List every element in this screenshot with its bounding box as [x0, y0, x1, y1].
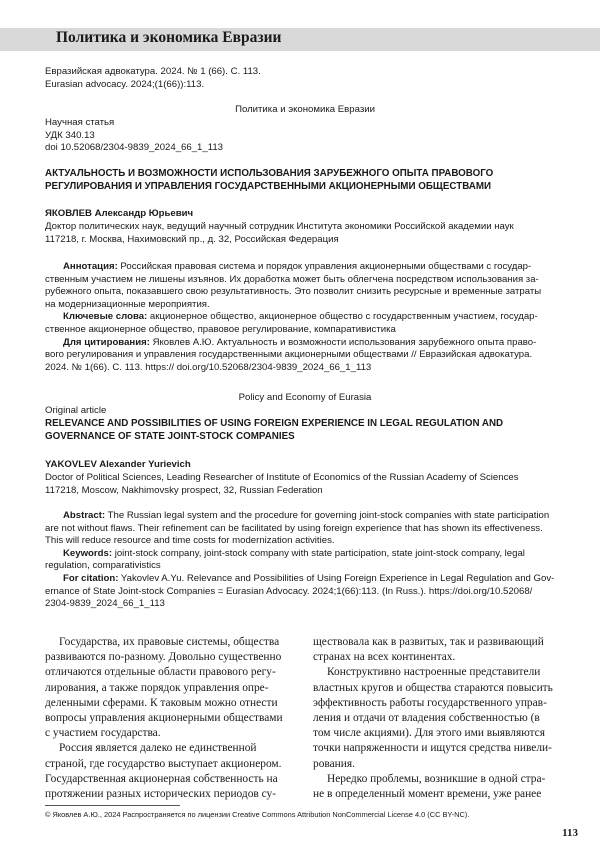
top-citation — [45, 66, 565, 91]
ru-affiliation — [45, 221, 565, 246]
ru-abstract — [45, 261, 565, 374]
body-line: развиваются по-разному. Довольно существенно — [45, 651, 282, 664]
en-keywords-line: regulation, comparativistics — [45, 560, 161, 572]
en-cite-line: ernance of State Joint-stock Companies = Eurasian Advocacy. 2024;1(66):113. (In Russ.). https://doi.org/10.52068/ — [45, 585, 533, 597]
ru-title-line: РЕГУЛИРОВАНИЯ И УПРАВЛЕНИЯ ГОСУДАРСТВЕННЫМИ АКЦИОНЕРНЫМИ ОБЩЕСТВАМИ — [45, 180, 492, 192]
body-line: Государства, их правовые системы, общества — [59, 636, 280, 648]
body-line: Конструктивно настроенные представители — [327, 666, 541, 679]
body-column-left — [45, 635, 285, 802]
body-line: Государственная акционерная собственность на — [45, 772, 278, 785]
doi: doi 10.52068/2304-9839_2024_66_1_113 — [45, 142, 224, 154]
body-line: отличаются отдельные области правового регу- — [45, 666, 276, 679]
body-line: вопросы управления акционерными обществами — [45, 712, 283, 725]
body-line: ществовала как в развитых, так и развивающий — [313, 636, 544, 648]
article-meta — [45, 117, 565, 155]
en-abstract-line: are not without flaws. Their refinement can be facilitated by using foreign experience that has shown its effectiveness. — [45, 522, 543, 534]
ru-cite-line: 2024. № 1(66). С. 113. https:// doi.org/10.52068/2304-9839_2024_66_1_113 — [45, 361, 372, 373]
citation-en: Eurasian advocacy. 2024;(1(66)):113. — [45, 78, 205, 90]
en-title-line: GOVERNANCE OF STATE JOINT-STOCK COMPANIES — [45, 430, 295, 442]
body-line: точки напряженности и ищутся средства нивели- — [313, 742, 552, 755]
license-footnote: © Яковлев А.Ю., 2024 Распространяется по лицензии Creative Commons Attribution NonCommercial License 4.0 (CC BY-NC). — [45, 810, 470, 819]
ru-keywords-line: акционерное общество, акционерное общество с государственным участием, государ- — [147, 311, 538, 323]
page-number: 113 — [562, 827, 578, 839]
journal-title: Политика и экономика Евразии — [56, 29, 282, 46]
body-line: протяжении разных исторических периодов су- — [45, 788, 277, 801]
citation-ru: Евразийская адвокатура. 2024. № 1 (66). С. 113. — [45, 66, 261, 77]
en-author: YAKOVLEV Alexander Yurievich — [45, 459, 191, 470]
body-line: не в определенный момент времени, уже ранее — [313, 788, 542, 801]
body-column-right — [313, 635, 553, 802]
ru-cite-line: Яковлев А.Ю. Актуальность и возможности использования зарубежного опыта право- — [149, 336, 537, 348]
ru-abstract-line: ственным участием не лишены изъянов. Их доработка может быть облегчена посредством использования за- — [45, 273, 539, 285]
en-cite-line: 2304-9839_2024_66_1_113 — [45, 598, 165, 610]
body-line: эффективность работы государственного управ- — [313, 696, 547, 709]
ru-abstract-line: на модернизационные мероприятия. — [45, 298, 210, 310]
udc-code: УДК 340.13 — [45, 129, 95, 141]
en-affiliation — [45, 472, 565, 497]
ru-keywords-line: ственное акционерное общество, правовое регулирование, компаративистика — [45, 323, 396, 335]
en-article-type: Original article — [45, 405, 107, 416]
body-line: страной, где государство выступает акционером. — [45, 757, 282, 770]
body-line: Нередко проблемы, возникшие в одной стра- — [327, 772, 546, 785]
en-abstract-label: Abstract: — [63, 510, 106, 521]
body-line: лирования, а также порядок управления опре- — [45, 681, 269, 694]
ru-title-line: АКТУАЛЬНОСТЬ И ВОЗМОЖНОСТИ ИСПОЛЬЗОВАНИЯ ЗАРУБЕЖНОГО ОПЫТА ПРАВОВОГО — [45, 168, 494, 179]
en-affiliation-line: 117218, Moscow, Nakhimovsky prospect, 32, Russian Federation — [45, 484, 323, 496]
ru-author: ЯКОВЛЕВ Александр Юрьевич — [45, 208, 194, 219]
section-ru: Политика и экономика Евразии — [235, 104, 375, 115]
body-line: рования. — [313, 757, 355, 770]
body-line: ления и отдачи от владения собственностью (в — [313, 712, 540, 725]
en-keywords-label: Keywords: — [63, 547, 113, 559]
ru-keywords-label: Ключевые слова: — [63, 311, 148, 323]
footnote-rule — [45, 805, 180, 806]
en-affiliation-line: Doctor of Political Sciences, Leading Researcher of Institute of Economics of the Russian Academy of Sciences — [45, 472, 519, 483]
en-abstract-line: The Russian legal system and the procedure for governing joint-stock companies with state participation — [105, 510, 550, 521]
body-line: странах на всех континентах. — [313, 651, 456, 664]
ru-abstract-label: Аннотация: — [63, 261, 118, 272]
en-cite-label: For citation: — [63, 572, 119, 584]
body-line: том числе акциями). Для этого ими выявляются — [313, 727, 545, 740]
en-cite-line: Yakovlev A.Yu. Relevance and Possibilities of Using Foreign Experience in Legal Regulation and Gov- — [118, 572, 555, 584]
en-abstract — [45, 510, 565, 611]
ru-cite-line: вого регулирования и управления государственными акционерными обществами // Евразийская адвокатура. — [45, 349, 533, 361]
en-keywords-line: joint-stock company, joint-stock company with state participation, state joint-stock company, legal — [112, 547, 525, 559]
ru-affiliation-line: Доктор политических наук, ведущий научный сотрудник Института экономики Российской академии наук — [45, 221, 514, 232]
en-abstract-line: This will reduce resource and time costs for modernization activities. — [45, 535, 335, 547]
body-line: Россия является далеко не единственной — [59, 742, 257, 755]
body-line: деленными сферами. К таковым можно отнести — [45, 696, 278, 709]
section-en: Policy and Economy of Eurasia — [238, 392, 372, 403]
body-line: с участием государства. — [45, 727, 161, 740]
ru-cite-label: Для цитирования: — [63, 336, 150, 348]
article-type: Научная статья — [45, 117, 115, 128]
body-line: властных кругов и общества стараются повысить — [313, 681, 553, 694]
en-title — [45, 418, 565, 443]
ru-title — [45, 168, 565, 193]
ru-abstract-line: рубежного опыта, показавшего свою результативность. Это позволит снизить ресурсные и временные затраты — [45, 286, 542, 298]
en-title-line: RELEVANCE AND POSSIBILITIES OF USING FOREIGN EXPERIENCE IN LEGAL REGULATION AND — [45, 418, 504, 429]
ru-affiliation-line: 117218, г. Москва, Нахимовский пр., д. 32, Российская Федерация — [45, 233, 339, 245]
ru-abstract-line: Российская правовая система и порядок управления акционерными обществами с государ- — [117, 261, 532, 272]
